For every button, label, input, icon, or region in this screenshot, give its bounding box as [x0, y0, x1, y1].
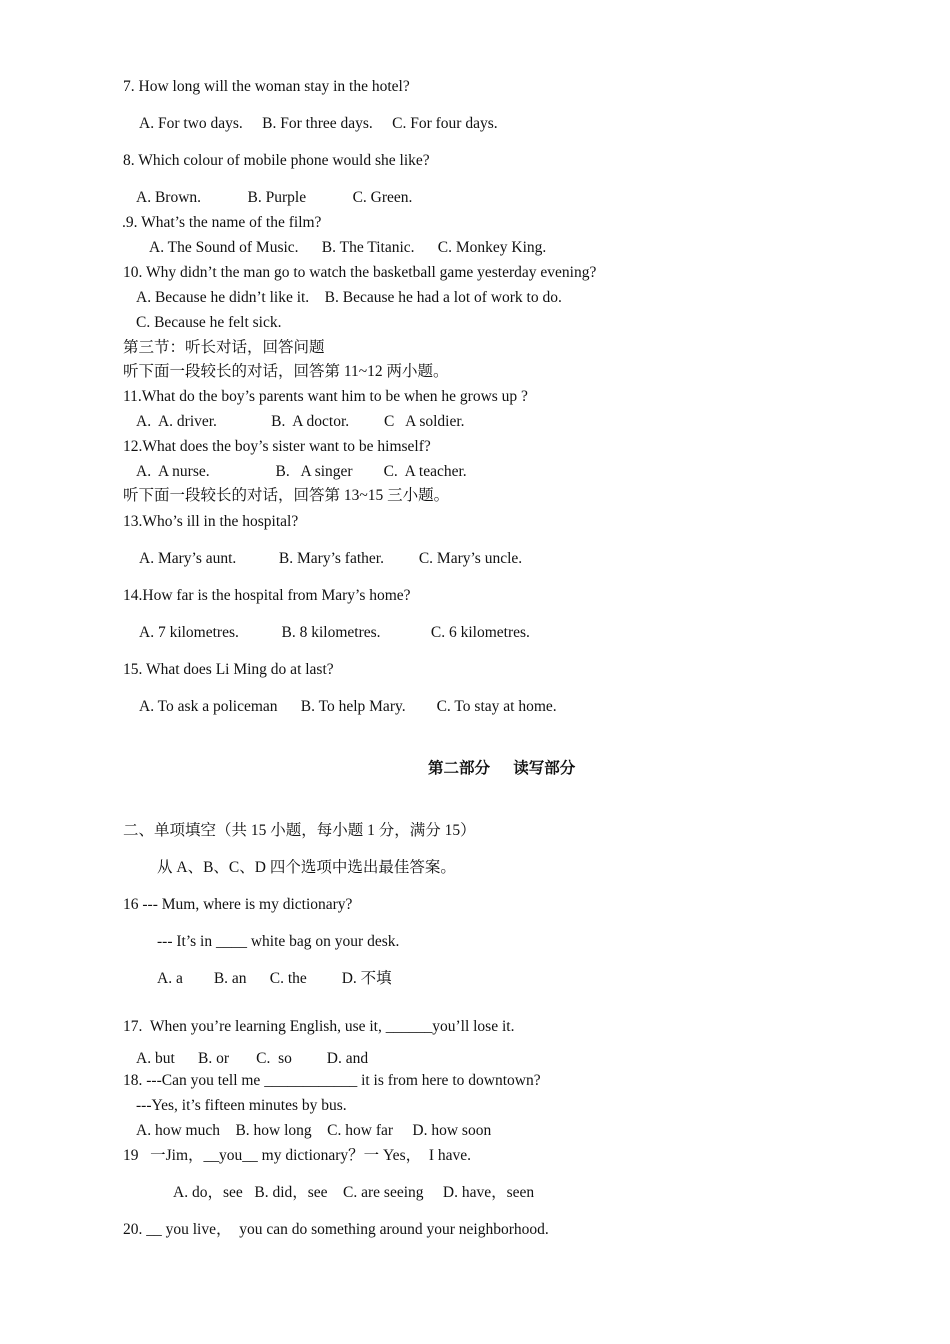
question-18: 18. ---Can you tell me ____________ it is from here to downtown? — [123, 1072, 541, 1089]
question-11-options: A. A. driver. B. A doctor. C A soldier. — [136, 413, 465, 430]
question-18-options: A. how much B. how long C. how far D. how soon — [136, 1122, 492, 1139]
question-19: 19 一Jim，__you__ my dictionary？一 Yes， I have. — [123, 1147, 472, 1164]
question-17: 17. When you’re learning English, use it, ______you’ll lose it. — [123, 1018, 515, 1035]
section-3-instruction-1: 听下面一段较长的对话，回答第 11~12 两小题。 — [123, 363, 449, 380]
question-13: 13.Who’s ill in the hospital? — [123, 513, 299, 530]
question-8: 8. Which colour of mobile phone would she like? — [123, 152, 430, 169]
question-7: 7. How long will the woman stay in the hotel? — [123, 78, 410, 95]
question-12-options: A. A nurse. B. A singer C. A teacher. — [136, 463, 467, 480]
section-2-instruction: 从 A、B、C、D 四个选项中选出最佳答案。 — [157, 859, 456, 876]
question-14-options: A. 7 kilometres. B. 8 kilometres. C. 6 kilometres. — [139, 624, 530, 641]
question-11: 11.What do the boy’s parents want him to be when he grows up ? — [123, 388, 528, 405]
question-15: 15. What does Li Ming do at last? — [123, 661, 334, 678]
section-2-heading: 二、单项填空（共 15 小题，每小题 1 分，满分 15） — [123, 822, 476, 839]
question-10: 10. Why didn’t the man go to watch the basketball game yesterday evening? — [123, 264, 597, 281]
question-12: 12.What does the boy’s sister want to be himself? — [123, 438, 431, 455]
question-7-options: A. For two days. B. For three days. C. For four days. — [139, 115, 498, 132]
question-16-options: A. a B. an C. the D. 不填 — [157, 970, 392, 987]
section-3-heading: 第三节：听长对话，回答问题 — [123, 339, 325, 356]
question-8-options: A. Brown. B. Purple C. Green. — [136, 189, 413, 206]
question-20: 20. __ you live， you can do something around your neighborhood. — [123, 1221, 549, 1238]
question-14: 14.How far is the hospital from Mary’s home? — [123, 587, 411, 604]
question-9: .9. What’s the name of the film? — [122, 214, 322, 231]
question-10-options-ab: A. Because he didn’t like it. B. Because he had a lot of work to do. — [136, 289, 562, 306]
question-17-options: A. but B. or C. so D. and — [136, 1050, 369, 1067]
question-9-options: A. The Sound of Music. B. The Titanic. C. Monkey King. — [149, 239, 547, 256]
question-18-reply: ---Yes, it’s fifteen minutes by bus. — [136, 1097, 347, 1114]
question-10-option-c: C. Because he felt sick. — [136, 314, 282, 331]
question-15-options: A. To ask a policeman B. To help Mary. C. To stay at home. — [139, 698, 557, 715]
question-19-options: A. do，see B. did，see C. are seeing D. have，seen — [173, 1184, 535, 1201]
part-2-heading: 第二部分 读写部分 — [428, 760, 576, 777]
question-16-reply: --- It’s in ____ white bag on your desk. — [157, 933, 400, 950]
section-3-instruction-2: 听下面一段较长的对话，回答第 13~15 三小题。 — [123, 487, 450, 504]
question-13-options: A. Mary’s aunt. B. Mary’s father. C. Mary’s uncle. — [139, 550, 523, 567]
question-16: 16 --- Mum, where is my dictionary? — [123, 896, 353, 913]
